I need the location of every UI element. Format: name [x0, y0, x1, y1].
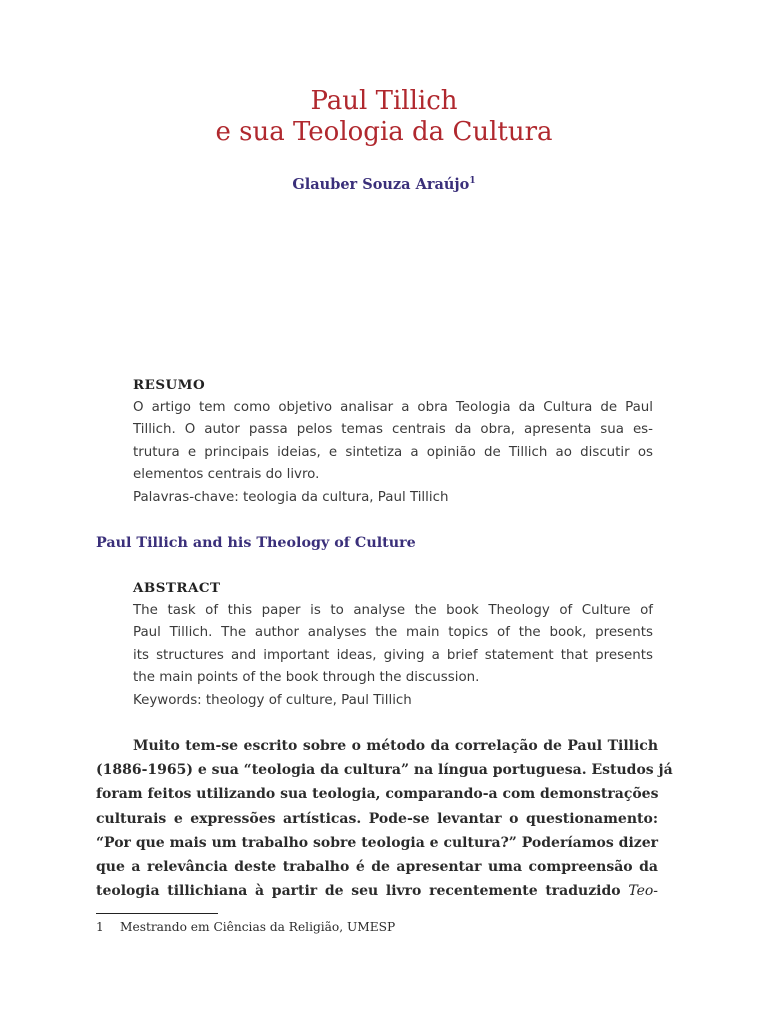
article-title [0, 86, 768, 148]
resumo-line: trutura e principais ideias, e sintetiza a opinião de Tillich ao discutir os [133, 444, 653, 460]
title-line-1: Paul Tillich [310, 86, 458, 116]
resumo-keywords: Palavras-chave: teologia da cultura, Paul Tillich [133, 489, 449, 505]
abstract-line: the main points of the book through the discussion. [133, 670, 480, 685]
body-line-last [96, 879, 658, 903]
footnote-text: Mestrando em Ciências da Religião, UMESP [120, 920, 396, 934]
body-line: “Por que mais um trabalho sobre teologia e cultura?” Poderíamos dizer [96, 834, 658, 851]
body-line: foram feitos utilizando sua teologia, comparando-a com demonstrações [96, 786, 659, 803]
footnote-divider [96, 913, 218, 914]
abstract-line: The task of this paper is to analyse the book Theology of Culture of [133, 602, 653, 618]
footnote [96, 917, 395, 937]
title-line-2: e sua Teologia da Cultura [215, 117, 553, 147]
body-paragraph [96, 734, 673, 903]
abstract-heading: ABSTRACT [133, 580, 221, 596]
body-line-text: teologia tillichiana à partir de seu livro recentemente traduzido [96, 883, 621, 900]
resumo-line: Tillich. O autor passa pelos temas centrais da obra, apresenta sua es- [133, 422, 653, 437]
resumo-line: elementos centrais do livro. [133, 467, 320, 482]
author-footnote-ref: 1 [469, 176, 476, 187]
abstract-line: its structures and important ideas, giving a brief statement that presents [133, 647, 653, 663]
abstract-line: Paul Tillich. The author analyses the main topics of the book, presents [133, 625, 653, 640]
footnote-number: 1 [96, 920, 104, 934]
author-name-text: Glauber Souza Araújo [292, 176, 470, 193]
abstract-keywords: Keywords: theology of culture, Paul Tillich [133, 692, 412, 708]
english-title: Paul Tillich and his Theology of Culture [96, 535, 416, 551]
resumo-section [133, 374, 653, 509]
body-italic-word: Teo- [628, 883, 659, 900]
author-name [0, 175, 768, 195]
body-line: (1886-1965) e sua “teologia da cultura” na língua portuguesa. Estudos já [96, 762, 673, 779]
abstract-section [133, 577, 653, 712]
body-line: culturais e expressões artísticas. Pode-se levantar o questionamento: [96, 810, 658, 827]
resumo-line: O artigo tem como objetivo analisar a obra Teologia da Cultura de Paul [133, 399, 653, 415]
body-line: Muito tem-se escrito sobre o método da correlação de Paul Tillich [133, 738, 658, 754]
resumo-heading: RESUMO [133, 377, 206, 393]
body-line: que a relevância deste trabalho é de apresentar uma compreensão da [96, 859, 658, 876]
